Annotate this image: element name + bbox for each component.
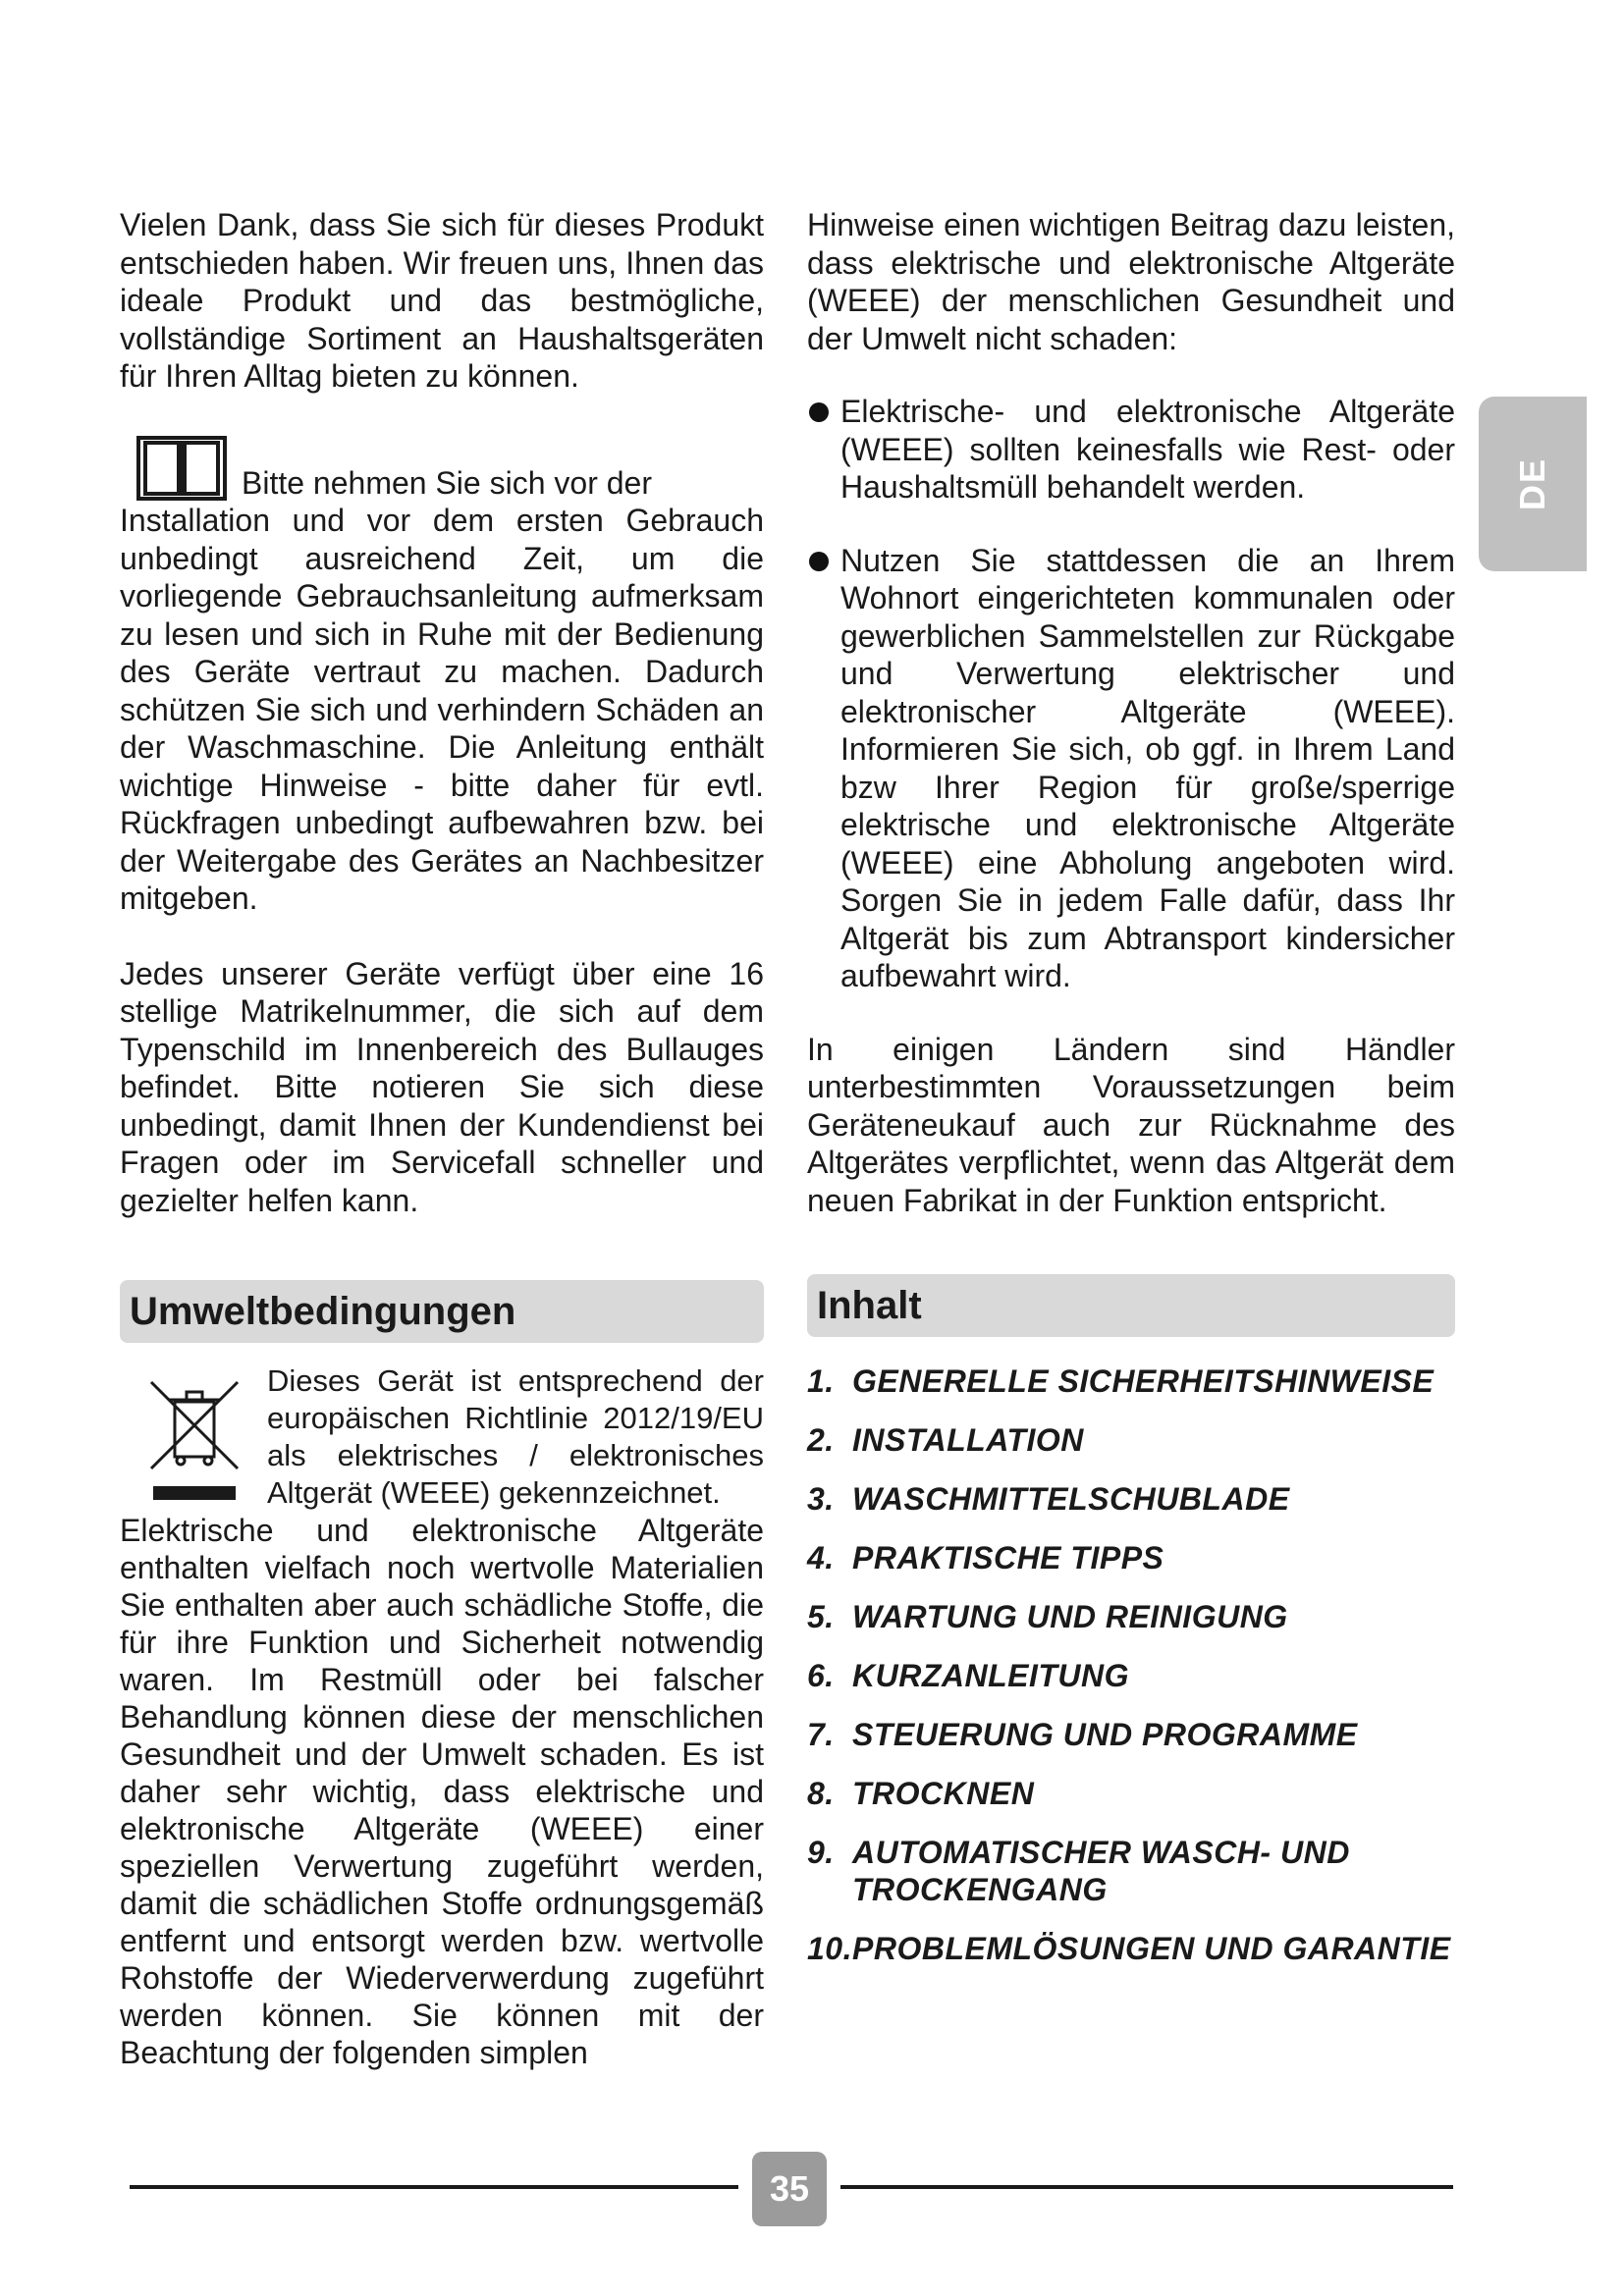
table-of-contents bbox=[807, 1362, 1455, 1967]
toc-item[interactable]: 9. AUTOMATISCHER WASCH- UND TROCKENGANG bbox=[807, 1835, 1350, 1907]
toc-item[interactable]: 7. STEUERUNG UND PROGRAMME bbox=[807, 1717, 1358, 1752]
toc-item[interactable]: 8. TROCKNEN bbox=[807, 1776, 1035, 1811]
serial-number-paragraph: Jedes unserer Geräte verfügt über eine 16 stellige Matrikelnummer, die sich auf dem Typenschild im Innenbereich des Bullauges befindet. Bitte notieren Sie sich diese unbedingt, damit Ihnen der Kundendienst bei Fragen oder im Servicefall schneller und gezielter helfen kann. bbox=[120, 955, 764, 1218]
manual-paragraph bbox=[120, 464, 764, 918]
list-item: Elektrische- und elektronische Altgeräte (WEEE) sollten keinesfalls wie Rest- oder Haushaltsmüll behandelt werden. bbox=[807, 393, 1455, 507]
right-column bbox=[807, 206, 1455, 1989]
left-column bbox=[120, 206, 764, 2071]
intro-paragraph: Vielen Dank, dass Sie sich für dieses Produkt entschieden haben. Wir freuen uns, Ihnen das ideale Produkt und das bestmögliche, vollständige Sortiment an Haushaltsgeräten für Ihren Alltag bieten zu können. bbox=[120, 207, 764, 394]
weee-notice bbox=[120, 1362, 764, 1512]
disposal-bullets bbox=[807, 393, 1455, 995]
environment-text: Elektrische und elektronische Altgeräte enthalten vielfach noch wertvolle Materialien Sie enthalten aber auch schädliche Stoffe, die für ihre Funktion und Sicherheit notwendig waren. Im Restmüll oder bei falscher Behandlung können diese der menschlichen Gesundheit und der Umwelt schaden. Es ist daher sehr wichtig, dass elektrische und elektronische Altgeräte (WEEE) einer speziellen Verwertung zugeführt werden, damit die schädlichen Stoffe ordnungsgemäß entfernt und entsorgt werden bzw. wertvolle Rohstoffe der Wiederverwerdung zugeführt werden können. Sie können mit der Beachtung der folgenden simplen bbox=[120, 1513, 764, 2070]
footer-rule-right bbox=[840, 2185, 1453, 2189]
contents-heading: Inhalt bbox=[807, 1274, 1455, 1337]
manual-notice bbox=[120, 435, 764, 918]
crossed-bin-icon bbox=[143, 1374, 249, 1508]
manual-lead: Bitte nehmen Sie sich vor der bbox=[242, 464, 652, 501]
toc-item[interactable]: 4. PRAKTISCHE TIPPS bbox=[807, 1540, 1164, 1575]
dealer-paragraph: In einigen Ländern sind Händler unterbestimmten Voraussetzungen beim Geräteneukauf auch zur Rücknahme des Altgerätes verpflichtet, wenn das Altgerät dem neuen Fabrikat in der Funktion entspricht. bbox=[807, 1031, 1455, 1218]
weee-label-text: Dieses Gerät ist entsprechend der europäischen Richtlinie 2012/19/EU als elektrisches / elektronisches Altgerät (WEEE) gekennzeichnet. bbox=[267, 1363, 764, 1510]
footer-rule-left bbox=[130, 2185, 738, 2189]
toc-item[interactable]: 1. GENERELLE SICHERHEITSHINWEISE bbox=[807, 1363, 1435, 1399]
language-tab bbox=[1479, 397, 1587, 571]
toc-item[interactable]: 6. KURZANLEITUNG bbox=[807, 1658, 1130, 1693]
open-book-icon bbox=[135, 435, 228, 502]
environment-heading: Umweltbedingungen bbox=[120, 1280, 764, 1343]
toc-item[interactable]: 10.PROBLEMLÖSUNGEN UND GARANTIE bbox=[807, 1931, 1451, 1966]
list-item: Nutzen Sie stattdessen die an Ihrem Wohnort eingerichteten kommunalen oder gewerblichen Sammelstellen zur Rückgabe und Verwertung elektrischer und elektronischer Altgeräte (WEEE). Informieren Sie sich, ob ggf. in Ihrem Land bzw Ihrer Region für große/sperrige elektrische und elektronische Altgeräte (WEEE) eine Abholung angeboten wird. Sorgen Sie in jedem Falle dafür, dass Ihr Altgerät bis zum Abtransport kindersicher aufbewahrt wird. bbox=[807, 542, 1455, 995]
language-tab-label: DE bbox=[1511, 456, 1552, 511]
toc-item[interactable]: 5. WARTUNG UND REINIGUNG bbox=[807, 1599, 1288, 1634]
page-number: 35 bbox=[752, 2152, 827, 2226]
manual-rest: Installation und vor dem ersten Gebrauch unbedingt ausreichend Zeit, um die vorliegende Gebrauchsanleitung aufmerksam zu lesen und sich in Ruhe mit der Bedienung des Geräte vertraut zu machen. Dadurch schützen Sie sich und verhindern Schäden an der Waschmaschine. Die Anleitung enthält wichtige Hinweise - bitte daher für evtl. Rückfragen unbedingt aufbewahren bzw. bei der Weitergabe des Gerätes an Nachbesitzer mitgeben. bbox=[120, 503, 764, 916]
continued-paragraph: Hinweise einen wichtigen Beitrag dazu leisten, dass elektrische und elektronische Altgeräte (WEEE) der menschlichen Gesundheit und der Umwelt nicht schaden: bbox=[807, 207, 1455, 356]
toc-item[interactable]: 2. INSTALLATION bbox=[807, 1422, 1084, 1458]
toc-item[interactable]: 3. WASCHMITTELSCHUBLADE bbox=[807, 1481, 1290, 1517]
